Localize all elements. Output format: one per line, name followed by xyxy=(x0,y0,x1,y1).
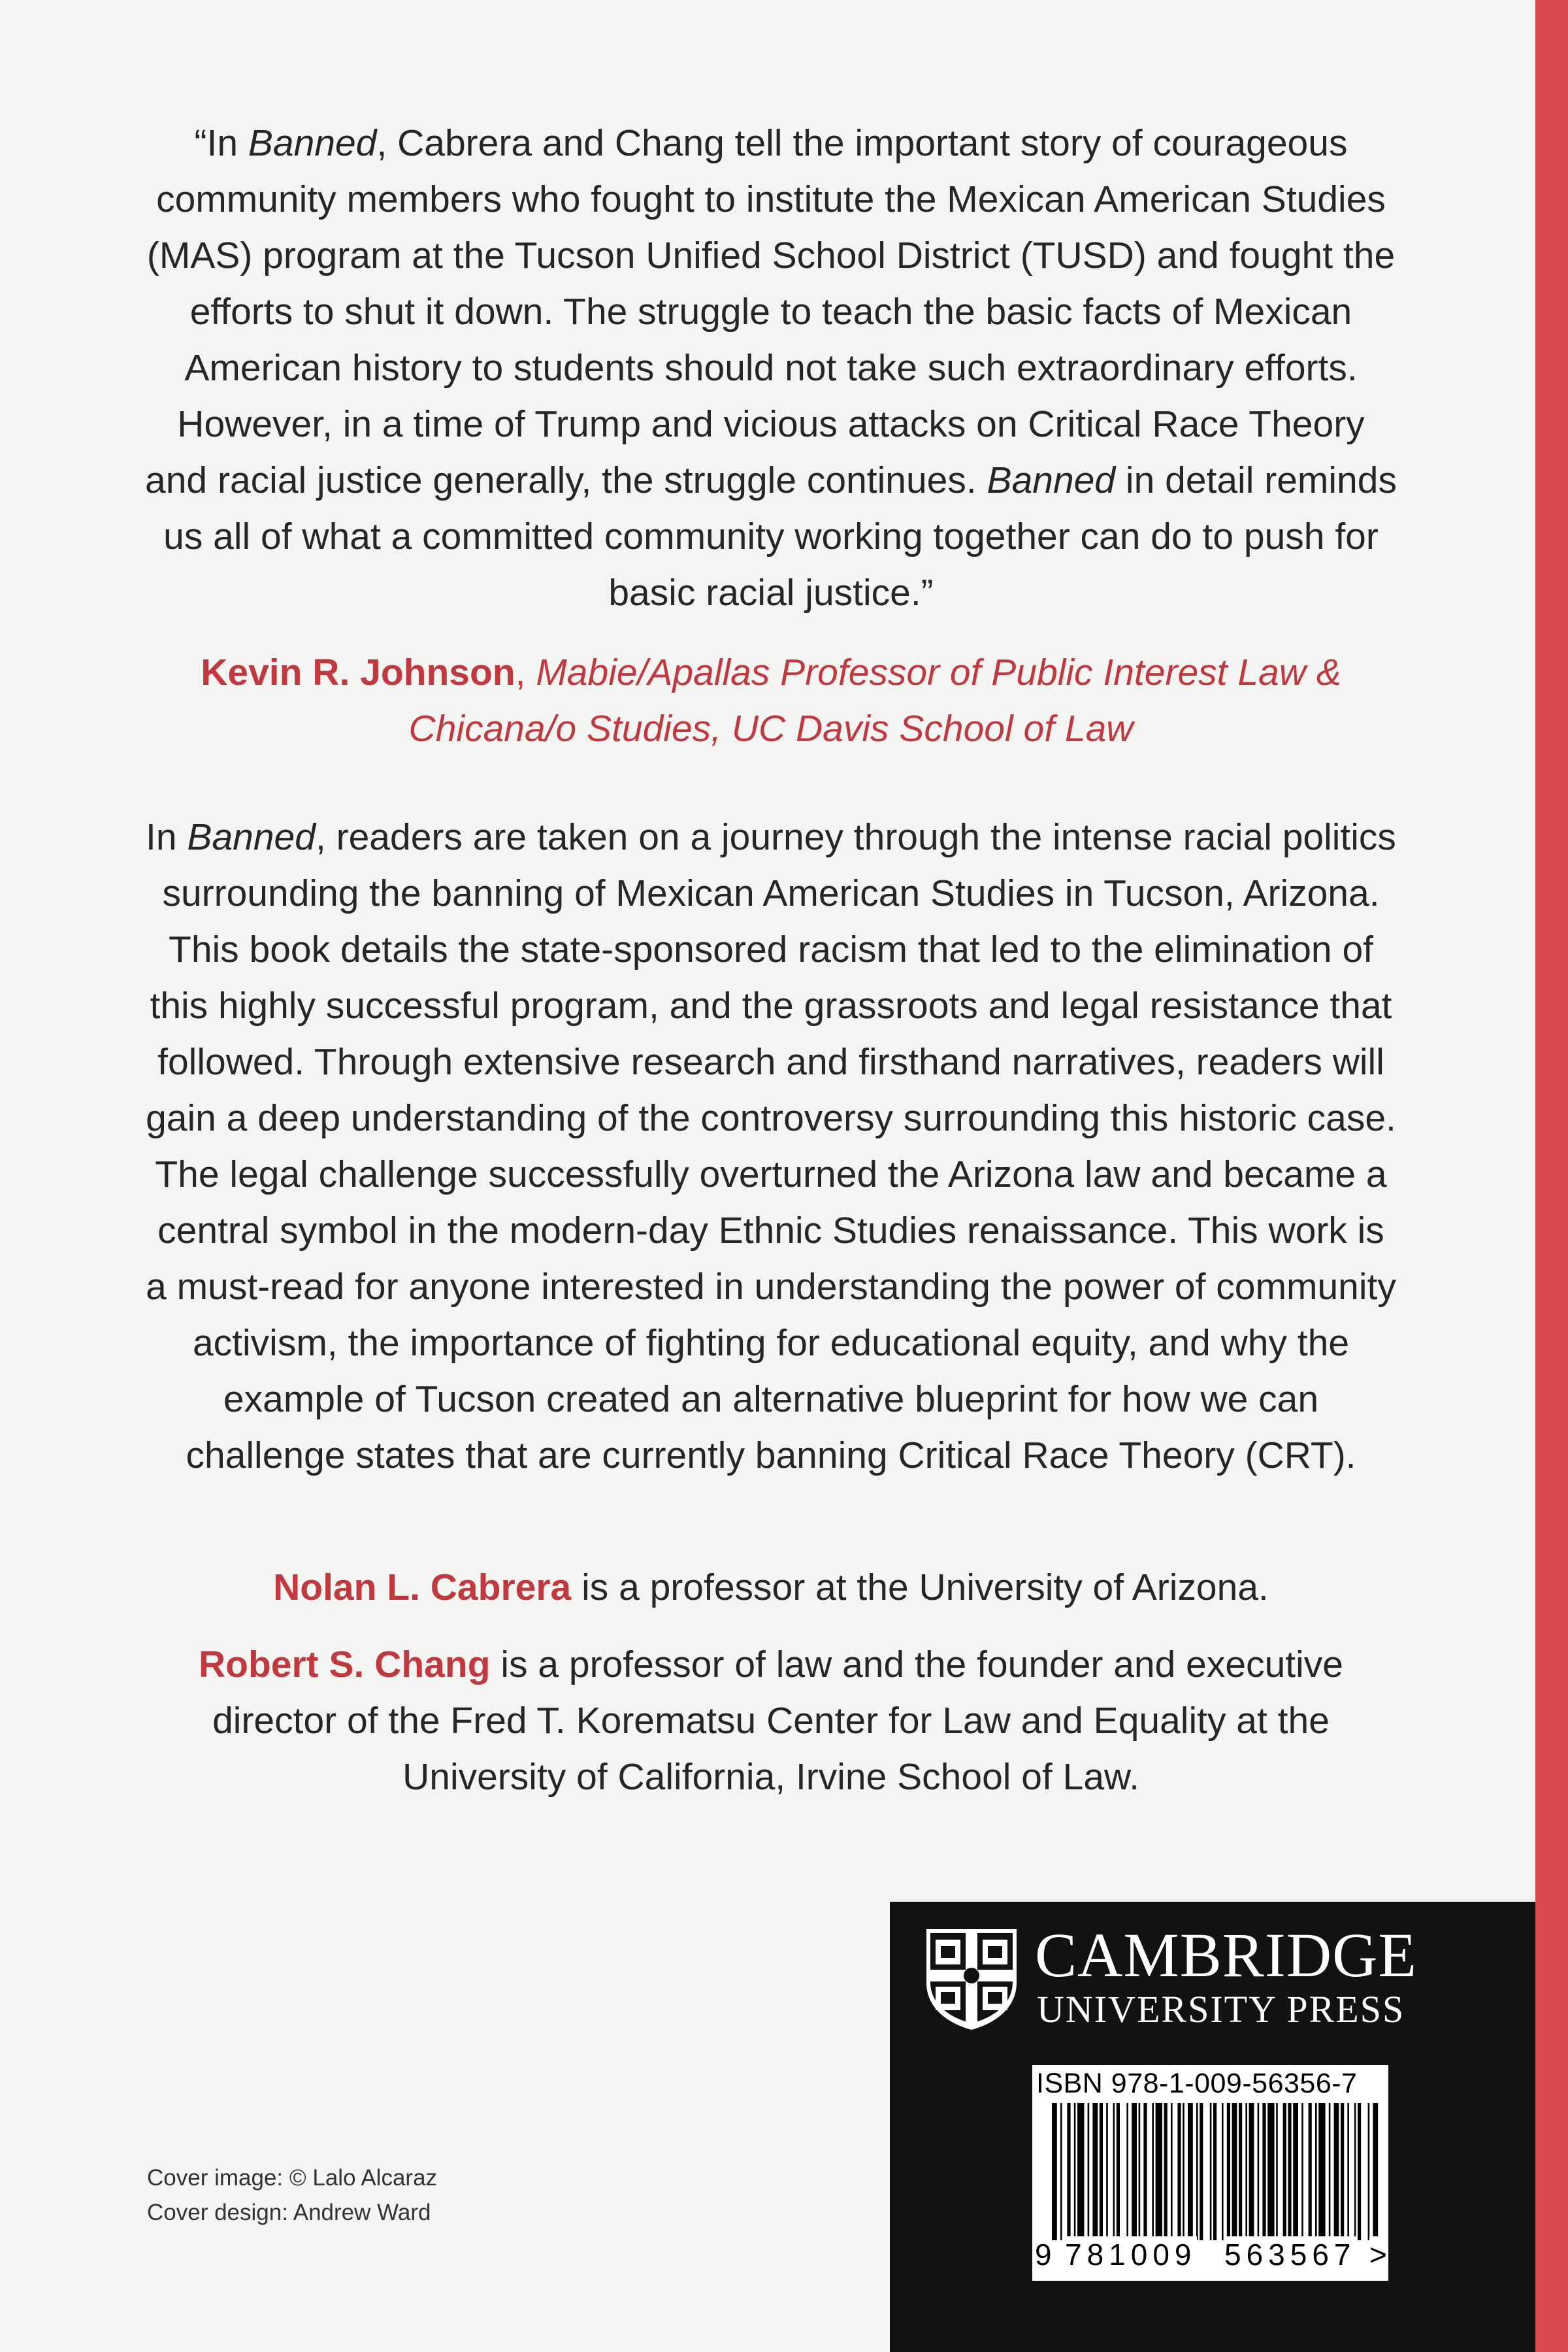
barcode-bar xyxy=(1309,2103,1312,2240)
book-title-italic: Banned xyxy=(248,122,377,164)
barcode-digit-first: 9 xyxy=(1035,2238,1052,2272)
isbn-label: ISBN 978-1-009-56356-7 xyxy=(1036,2068,1358,2099)
barcode-bar xyxy=(1088,2103,1090,2240)
barcode-bar xyxy=(1074,2103,1076,2240)
barcode-bar xyxy=(1267,2103,1274,2240)
barcode-bar xyxy=(1077,2103,1084,2240)
barcode-bar xyxy=(1227,2103,1230,2240)
book-title-italic: Banned xyxy=(187,816,316,858)
endorsement-quote xyxy=(144,115,1398,621)
barcode-bar xyxy=(1210,2103,1212,2240)
barcode-bar xyxy=(1258,2103,1260,2240)
barcode-bar xyxy=(1232,2103,1237,2240)
author-bio-text: is a professor of law and the founder and executive director of the Fred T. Korematsu Center for Law and Equality at the University of California, Irvine School of Law. xyxy=(212,1644,1343,1798)
barcode-bar xyxy=(1329,2103,1331,2240)
book-title-italic: Banned xyxy=(987,459,1116,501)
barcode-bar xyxy=(1368,2103,1370,2240)
barcode-bar xyxy=(1139,2103,1141,2240)
publisher-block xyxy=(890,1902,1535,2352)
barcode-bar xyxy=(1177,2103,1181,2240)
cover-design-credit: Cover design: Andrew Ward xyxy=(147,2200,431,2225)
barcode-bar xyxy=(1052,2103,1057,2240)
quote-text-open: “In xyxy=(194,122,248,164)
quote-text: , Cabrera and Chang tell the important story of courageous community members who fought to institute the Mexican American Studies (MAS) program at the Tucson Unified School District (TUSD) and fought the efforts to shut it down. The struggle to teach the basic facts of Mexican American history to students should not take such extraordinary efforts. However, in a time of Trump and vicious attacks on Critical Race Theory and racial justice generally, the struggle continues. xyxy=(145,122,1396,501)
barcode-bar xyxy=(1100,2103,1103,2240)
endorser-name: Kevin R. Johnson xyxy=(201,652,515,693)
author-name: Robert S. Chang xyxy=(199,1644,491,1685)
barcode-bar xyxy=(1347,2103,1349,2240)
barcode-bar xyxy=(1060,2103,1062,2240)
barcode-bar xyxy=(1171,2103,1173,2240)
barcode-digit-end: > xyxy=(1369,2238,1387,2272)
barcode-bar xyxy=(1288,2103,1291,2240)
cover-credits xyxy=(147,2161,437,2230)
barcode-bar xyxy=(1283,2103,1286,2240)
barcode-bar xyxy=(1092,2103,1098,2240)
barcode-digit-group-2: 563567 xyxy=(1224,2238,1356,2272)
publisher-name: CAMBRIDGE xyxy=(1035,1920,1418,1990)
barcode-bar xyxy=(1113,2103,1115,2240)
author-bio-cabrera xyxy=(144,1559,1398,1615)
quote-text: in detail reminds us all of what a committed community working together can do to push for basic racial justice.” xyxy=(163,459,1397,614)
barcode-bar xyxy=(1106,2103,1108,2240)
isbn-barcode xyxy=(1032,2065,1388,2281)
barcode-bar xyxy=(1067,2103,1070,2240)
barcode-bar xyxy=(1293,2103,1298,2240)
author-bio-text: is a professor at the University of Arizona. xyxy=(571,1566,1269,1608)
barcode-bar xyxy=(1239,2103,1242,2240)
barcode-bar xyxy=(1315,2103,1317,2240)
book-description xyxy=(144,809,1398,1483)
barcode-bar xyxy=(1373,2103,1378,2240)
barcode-bar xyxy=(1188,2103,1193,2240)
barcode-bar xyxy=(1143,2103,1147,2240)
barcode-bar xyxy=(1245,2103,1247,2240)
description-text: , readers are taken on a journey through the intense racial politics surrounding the banning of Mexican American Studies in Tucson, Arizona. This book details the state-sponsored racism that led to the elimination of this highly successful program, and the grassroots and legal resistance that followed. Through extensive research and firsthand narratives, readers will gain a deep understanding of the controversy surrounding this historic case. The legal challenge successfully overturned the Arizona law and became a central symbol in the modern-day Ethnic Studies renaissance. This work is a must-read for anyone interested in understanding the power of community activism, the importance of fighting for educational equity, and why the example of Tucson created an alternative blueprint for how we can challenge states that are currently banning Critical Race Theory (CRT). xyxy=(146,816,1396,1476)
endorser-title: Mabie/Apallas Professor of Public Interest Law & Chicana/o Studies, UC Davis School of Law xyxy=(408,652,1341,750)
cambridge-crest-icon xyxy=(924,1927,1019,2031)
barcode-bar xyxy=(1301,2103,1303,2240)
spine-edge-band xyxy=(1535,0,1568,2352)
barcode-bar xyxy=(1276,2103,1278,2240)
barcode-bar xyxy=(1222,2103,1224,2240)
barcode-bar xyxy=(1318,2103,1325,2240)
author-bio-chang xyxy=(144,1636,1398,1805)
barcode-bar xyxy=(1262,2103,1266,2240)
author-name: Nolan L. Cabrera xyxy=(273,1566,572,1608)
barcode-bar xyxy=(1334,2103,1339,2240)
barcode-bar xyxy=(1183,2103,1184,2240)
attribution-separator: , xyxy=(515,652,536,693)
barcode-bar xyxy=(1249,2103,1254,2240)
barcode-bar xyxy=(1213,2103,1217,2240)
barcode-bar xyxy=(1117,2103,1120,2240)
barcode-bar xyxy=(1152,2103,1154,2240)
cover-image-credit: Cover image: © Lalo Alcaraz xyxy=(147,2165,438,2191)
barcode-bar xyxy=(1200,2103,1203,2240)
barcode-bar xyxy=(1358,2103,1361,2240)
barcode-bar xyxy=(1341,2103,1344,2240)
barcode-bar xyxy=(1354,2103,1356,2240)
barcode-bar xyxy=(1126,2103,1128,2240)
publisher-subname: UNIVERSITY PRESS xyxy=(1037,1988,1405,2030)
barcode-bar xyxy=(1196,2103,1198,2240)
endorsement-attribution xyxy=(144,644,1398,757)
barcode-digit-group-1: 781009 xyxy=(1065,2238,1197,2272)
barcode-bar xyxy=(1156,2103,1162,2240)
barcode-bar xyxy=(1164,2103,1168,2240)
description-lead: In xyxy=(146,816,188,858)
barcode-bar xyxy=(1132,2103,1137,2240)
